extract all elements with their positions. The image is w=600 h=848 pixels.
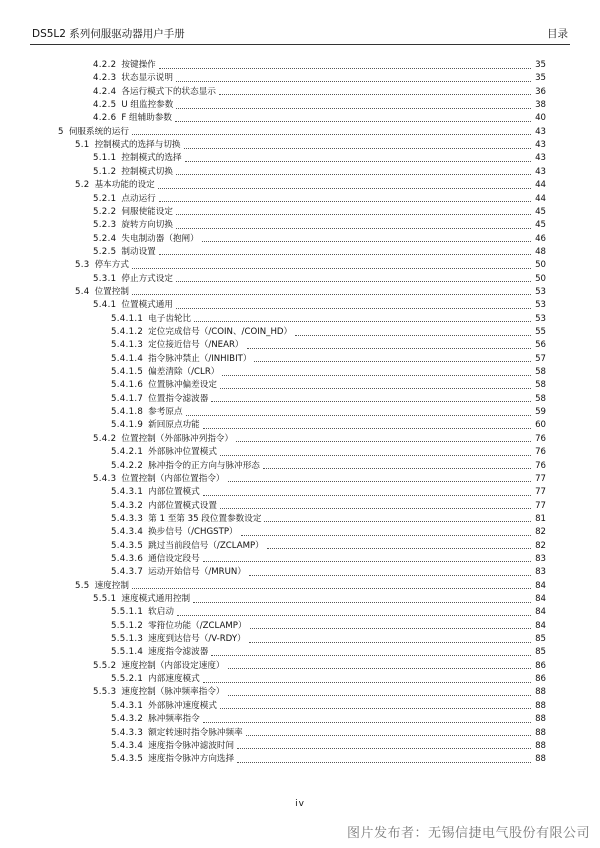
toc-entry-title: 控制模式切换	[121, 166, 173, 177]
toc-dot-leader	[249, 635, 531, 643]
toc-entry-number: 5	[58, 126, 64, 137]
toc-entry-title: 停车方式	[94, 260, 129, 271]
toc-entry-page: 88	[535, 687, 546, 698]
toc-entry[interactable]	[93, 432, 546, 445]
toc-dot-leader	[176, 274, 531, 282]
toc-dot-leader	[222, 368, 531, 376]
toc-entry-number: 5.5	[75, 580, 90, 591]
toc-entry[interactable]	[111, 552, 546, 565]
toc-dot-leader	[185, 154, 531, 162]
toc-entry-title: 停止方式设定	[121, 273, 173, 284]
toc-entry-page: 85	[535, 634, 546, 645]
toc-dot-leader	[250, 621, 531, 629]
toc-entry-title: 按键操作	[121, 60, 156, 70]
toc-entry-title: 偏差清除（/CLR）	[148, 367, 220, 378]
toc-entry-number: 5.4.1.9	[111, 420, 144, 431]
toc-entry-page: 59	[535, 407, 546, 418]
toc-entry-number: 5.4.3	[93, 473, 117, 484]
toc-entry-title: 位置控制	[94, 286, 129, 297]
toc-entry-number: 5.4.1.2	[111, 327, 144, 337]
toc-entry-page: 83	[535, 567, 546, 578]
toc-entry-title: 定位完成信号（/COIN、/COIN_HD）	[148, 327, 293, 337]
toc-entry-title: F 组辅助参数	[121, 113, 173, 124]
toc-entry-page: 45	[535, 206, 546, 217]
toc-entry-title: 参考原点	[148, 407, 183, 418]
toc-entry-title: 伺服使能设定	[121, 206, 173, 217]
toc-dot-leader	[186, 408, 531, 416]
toc-entry-title: 零箝位功能（/ZCLAMP）	[148, 620, 247, 631]
toc-entry-number: 4.2.2	[93, 60, 117, 70]
toc-entry[interactable]	[111, 338, 546, 351]
toc-dot-leader	[247, 341, 531, 349]
toc-entry-number: 5.2.4	[93, 233, 117, 244]
toc-dot-leader	[249, 568, 531, 576]
toc-entry[interactable]	[111, 418, 546, 431]
toc-entry-page: 43	[535, 153, 546, 164]
toc-entry-number: 5.2.1	[93, 193, 117, 204]
toc-entry[interactable]	[111, 459, 546, 472]
toc-dot-leader	[202, 234, 531, 242]
toc-entry-page: 58	[535, 380, 546, 391]
toc-dot-leader	[237, 741, 531, 749]
document-title: DS5L2 系列伺服驱动器用户手册	[32, 28, 185, 40]
toc-entry-number: 5.4.3.3	[111, 513, 144, 524]
toc-entry-title: 位置模式通用	[121, 300, 173, 311]
toc-entry-number: 5.5.1.4	[111, 647, 144, 658]
toc-entry-title: 脉冲指令的正方向与脉冲形态	[148, 460, 260, 471]
toc-entry-number: 5.5.1.3	[111, 634, 144, 645]
toc-entry[interactable]	[93, 165, 546, 178]
toc-dot-leader	[211, 648, 531, 656]
toc-entry-number: 4.2.5	[93, 100, 117, 111]
page-header	[30, 24, 570, 45]
toc-dot-leader	[203, 554, 531, 562]
toc-entry-page: 77	[535, 487, 546, 498]
toc-entry[interactable]	[111, 365, 546, 378]
toc-dot-leader	[203, 675, 531, 683]
toc-entry-title: 内部速度模式	[148, 674, 200, 685]
watermark-text: 图片发布者：无锡信捷电气股份有限公司	[346, 826, 590, 841]
toc-entry-title: 旋转方向切换	[121, 220, 173, 231]
toc-entry-number: 5.4.2.1	[111, 447, 144, 458]
toc-entry-number: 5.4.1.6	[111, 380, 144, 391]
toc-entry-title: 速度指令滤波器	[148, 647, 209, 658]
toc-dot-leader	[220, 501, 531, 509]
toc-entry[interactable]	[111, 352, 546, 365]
toc-dot-leader	[132, 581, 531, 589]
toc-entry[interactable]	[111, 539, 546, 552]
toc-dot-leader	[211, 394, 531, 402]
toc-entry[interactable]	[93, 592, 546, 605]
toc-dot-leader	[159, 194, 531, 202]
toc-entry-number: 5.4.3.2	[111, 714, 144, 725]
toc-entry-page: 55	[535, 327, 546, 337]
toc-entry-title: 位置脉冲偏差设定	[148, 380, 217, 391]
toc-dot-leader	[203, 488, 531, 496]
toc-entry-page: 35	[535, 60, 546, 70]
toc-dot-leader	[228, 688, 531, 696]
toc-dot-leader	[175, 114, 531, 122]
toc-dot-leader	[132, 127, 531, 135]
toc-dot-leader	[228, 474, 531, 482]
toc-entry-number: 4.2.4	[93, 86, 117, 97]
toc-entry-page: 84	[535, 620, 546, 631]
toc-entry-title: 内部位置模式设置	[148, 500, 217, 511]
toc-entry-page: 44	[535, 180, 546, 191]
toc-entry[interactable]	[111, 752, 546, 765]
toc-entry[interactable]	[75, 258, 546, 271]
toc-entry-page: 53	[535, 286, 546, 297]
toc-entry-number: 5.4.1.5	[111, 367, 144, 378]
toc-entry-number: 5.3.1	[93, 273, 117, 284]
toc-dot-leader	[237, 755, 531, 763]
toc-dot-leader	[267, 541, 531, 549]
toc-entry-number: 5.4.2.2	[111, 460, 144, 471]
toc-entry-number: 5.4.1.7	[111, 393, 144, 404]
toc-entry-title: 电子齿轮比	[148, 313, 192, 324]
toc-entry[interactable]	[111, 565, 546, 578]
toc-entry-page: 88	[535, 714, 546, 725]
toc-entry-page: 38	[535, 100, 546, 111]
toc-dot-leader	[220, 448, 531, 456]
toc-entry[interactable]	[111, 485, 546, 498]
toc-entry-title: 各运行模式下的状态显示	[121, 86, 216, 97]
toc-entry-title: 运动开始信号（/MRUN）	[148, 567, 246, 578]
toc-entry-number: 5.4.1.4	[111, 353, 144, 364]
toc-dot-leader	[159, 247, 531, 255]
toc-entry-number: 5.4.1	[93, 300, 117, 311]
toc-entry-title: 控制模式的选择与切换	[94, 140, 181, 151]
toc-entry-title: 指令脉冲禁止（/INHIBIT）	[148, 353, 252, 364]
toc-entry[interactable]	[93, 98, 546, 111]
toc-entry-title: 速度控制（内部设定速度）	[121, 660, 225, 671]
toc-entry-title: 内部位置模式	[148, 487, 200, 498]
toc-dot-leader	[158, 181, 531, 189]
toc-entry-number: 5.5.2	[93, 660, 117, 671]
toc-entry-title: 外部脉冲速度模式	[148, 700, 217, 711]
toc-dot-leader	[132, 261, 531, 269]
toc-entry-page: 83	[535, 553, 546, 564]
toc-entry-page: 46	[535, 233, 546, 244]
toc-entry-title: 第 1 至第 35 段位置参数设定	[148, 513, 262, 524]
toc-entry-title: 跳过当前段信号（/ZCLAMP）	[148, 540, 264, 551]
toc-entry-number: 5.4	[75, 286, 90, 297]
toc-entry-number: 5.2.2	[93, 206, 117, 217]
toc-entry-number: 5.4.3.4	[111, 740, 144, 751]
toc-entry-number: 5.4.3.6	[111, 553, 144, 564]
toc-entry-number: 5.5.1.1	[111, 607, 144, 618]
toc-entry-title: 通信设定段号	[148, 553, 200, 564]
toc-entry[interactable]	[111, 619, 546, 632]
toc-entry-number: 5.5.1.2	[111, 620, 144, 631]
toc-entry[interactable]	[93, 58, 546, 71]
toc-dot-leader	[176, 74, 531, 82]
toc-entry[interactable]	[93, 298, 546, 311]
toc-entry-title: 位置指令滤波器	[148, 393, 209, 404]
toc-entry[interactable]	[93, 151, 546, 164]
toc-dot-leader	[295, 328, 531, 336]
toc-entry-page: 50	[535, 260, 546, 271]
toc-entry[interactable]	[58, 125, 546, 138]
toc-dot-leader	[254, 354, 531, 362]
toc-entry-page: 45	[535, 220, 546, 231]
toc-entry-number: 5.5.3	[93, 687, 117, 698]
toc-entry-number: 5.1.1	[93, 153, 117, 164]
toc-entry[interactable]	[93, 245, 546, 258]
toc-dot-leader	[176, 221, 531, 229]
toc-dot-leader	[159, 61, 531, 69]
toc-entry-page: 76	[535, 447, 546, 458]
toc-entry-title: 速度指令脉冲方向选择	[148, 754, 235, 765]
toc-dot-leader	[203, 421, 531, 429]
toc-entry[interactable]	[111, 525, 546, 538]
toc-entry-title: 失电制动器（抱闸）	[121, 233, 199, 244]
toc-entry-page: 76	[535, 460, 546, 471]
toc-dot-leader	[132, 287, 531, 295]
toc-entry-number: 5.4.3.1	[111, 700, 144, 711]
toc-entry-page: 50	[535, 273, 546, 284]
toc-entry[interactable]	[93, 232, 546, 245]
toc-entry-number: 4.2.6	[93, 113, 117, 124]
toc-entry-page: 85	[535, 647, 546, 658]
toc-dot-leader	[203, 715, 531, 723]
toc-dot-leader	[193, 595, 531, 603]
toc-entry-number: 5.2.3	[93, 220, 117, 231]
toc-entry-page: 82	[535, 527, 546, 538]
toc-entry-title: 换步信号（/CHGSTP）	[148, 527, 238, 538]
toc-entry-page: 76	[535, 433, 546, 444]
toc-entry-title: 软启动	[148, 607, 174, 618]
toc-dot-leader	[177, 608, 531, 616]
toc-entry-title: 速度控制（脉冲频率指令）	[121, 687, 225, 698]
toc-entry[interactable]	[111, 605, 546, 618]
toc-entry[interactable]	[111, 699, 546, 712]
toc-entry[interactable]	[93, 192, 546, 205]
toc-entry-title: 位置控制（内部位置指令）	[121, 473, 225, 484]
toc-entry[interactable]	[111, 726, 546, 739]
toc-entry-page: 43	[535, 126, 546, 137]
toc-entry-page: 44	[535, 193, 546, 204]
toc-entry-page: 53	[535, 313, 546, 324]
toc-entry-page: 77	[535, 500, 546, 511]
toc-dot-leader	[176, 167, 531, 175]
toc-entry[interactable]	[75, 579, 546, 592]
toc-entry-number: 5.4.3.7	[111, 567, 144, 578]
toc-entry[interactable]	[93, 472, 546, 485]
page-number: iv	[295, 799, 305, 809]
toc-entry-title: 外部脉冲位置模式	[148, 447, 217, 458]
toc-dot-leader	[236, 434, 531, 442]
toc-dot-leader	[264, 514, 531, 522]
toc-entry-number: 5.4.3.2	[111, 500, 144, 511]
toc-entry[interactable]	[111, 312, 546, 325]
toc-entry[interactable]	[93, 685, 546, 698]
toc-entry-number: 5.4.3.5	[111, 540, 144, 551]
toc-entry-number: 5.4.1.3	[111, 340, 144, 351]
toc-entry-title: 伺服系统的运行	[68, 126, 129, 137]
toc-entry[interactable]	[111, 739, 546, 752]
toc-dot-leader	[241, 528, 531, 536]
toc-entry-title: U 组监控参数	[121, 100, 174, 111]
toc-dot-leader	[228, 661, 531, 669]
toc-entry-page: 57	[535, 353, 546, 364]
toc-entry-number: 5.2.5	[93, 246, 117, 257]
toc-dot-leader	[184, 141, 531, 149]
toc-entry-title: 位置控制（外部脉冲列指令）	[121, 433, 234, 444]
toc-entry-page: 82	[535, 540, 546, 551]
toc-entry-title: 基本功能的设定	[94, 180, 155, 191]
toc-entry-page: 84	[535, 594, 546, 604]
toc-entry-title: 点动运行	[121, 193, 156, 204]
toc-dot-leader	[176, 207, 531, 215]
toc-entry[interactable]	[75, 285, 546, 298]
toc-entry[interactable]	[75, 178, 546, 191]
toc-entry[interactable]	[93, 85, 546, 98]
toc-entry[interactable]	[93, 111, 546, 124]
toc-entry-title: 状态显示说明	[121, 73, 173, 84]
toc-entry[interactable]	[111, 512, 546, 525]
toc-entry-page: 43	[535, 140, 546, 151]
toc-entry-title: 定位接近信号（/NEAR）	[148, 340, 244, 351]
toc-entry-page: 53	[535, 300, 546, 311]
toc-entry-page: 86	[535, 674, 546, 685]
toc-dot-leader	[176, 101, 531, 109]
toc-entry[interactable]	[111, 499, 546, 512]
toc-entry-number: 5.5.1	[93, 594, 117, 604]
toc-entry-title: 额定转速时指令脉冲频率	[148, 727, 243, 738]
toc-entry-number: 5.4.1.1	[111, 313, 144, 324]
toc-entry[interactable]	[93, 71, 546, 84]
toc-entry-number: 5.1	[75, 140, 90, 151]
toc-entry-number: 5.5.2.1	[111, 674, 144, 685]
toc-entry[interactable]	[93, 218, 546, 231]
toc-entry-page: 84	[535, 580, 546, 591]
section-title: 目录	[547, 28, 568, 40]
toc-entry-number: 5.2	[75, 180, 90, 191]
toc-entry-title: 速度模式通用控制	[121, 594, 191, 604]
toc-entry[interactable]	[111, 378, 546, 391]
toc-dot-leader	[176, 301, 531, 309]
toc-entry-title: 速度控制	[94, 580, 129, 591]
toc-entry-page: 35	[535, 73, 546, 84]
toc-entry-page: 88	[535, 700, 546, 711]
toc-entry-page: 88	[535, 740, 546, 751]
toc-entry-page: 58	[535, 393, 546, 404]
toc-entry[interactable]	[111, 445, 546, 458]
toc-entry-page: 84	[535, 607, 546, 618]
toc-entry[interactable]	[111, 632, 546, 645]
toc-entry[interactable]	[111, 645, 546, 658]
toc-entry-page: 86	[535, 660, 546, 671]
toc-entry-page: 43	[535, 166, 546, 177]
toc-dot-leader	[220, 701, 531, 709]
toc-entry-page: 48	[535, 246, 546, 257]
toc-entry-page: 88	[535, 727, 546, 738]
toc-entry[interactable]	[111, 405, 546, 418]
toc-entry[interactable]	[111, 672, 546, 685]
toc-entry-page: 36	[535, 86, 546, 97]
toc-entry-title: 脉冲频率指令	[148, 714, 200, 725]
toc-dot-leader	[194, 314, 531, 322]
toc-entry[interactable]	[93, 205, 546, 218]
toc-entry[interactable]	[75, 138, 546, 151]
toc-entry-number: 5.4.3.5	[111, 754, 144, 765]
toc-entry[interactable]	[93, 272, 546, 285]
toc-entry-title: 控制模式的选择	[121, 153, 182, 164]
toc-entry-number: 5.4.3.3	[111, 727, 144, 738]
toc-entry[interactable]	[111, 712, 546, 725]
toc-entry-number: 5.4.1.8	[111, 407, 144, 418]
toc-dot-leader	[246, 728, 531, 736]
toc-entry-title: 新回原点功能	[148, 420, 200, 431]
toc-dot-leader	[220, 381, 531, 389]
toc-entry-number: 5.4.3.4	[111, 527, 144, 538]
toc-entry-number: 5.4.3.1	[111, 487, 144, 498]
toc-entry-number: 5.3	[75, 260, 90, 271]
toc-entry-number: 5.4.2	[93, 433, 117, 444]
toc-entry[interactable]	[111, 325, 546, 338]
toc-entry-number: 5.1.2	[93, 166, 117, 177]
toc-entry-page: 58	[535, 367, 546, 378]
toc-entry-title: 速度到达信号（/V-RDY）	[148, 634, 246, 645]
toc-entry-page: 40	[535, 113, 546, 124]
toc-entry-page: 88	[535, 754, 546, 765]
toc-entry-number: 4.2.3	[93, 73, 117, 84]
toc-entry-page: 81	[535, 513, 546, 524]
toc-entry[interactable]	[93, 659, 546, 672]
toc-dot-leader	[219, 87, 531, 95]
toc-entry[interactable]	[111, 392, 546, 405]
toc-dot-leader	[263, 461, 531, 469]
toc-entry-page: 77	[535, 473, 546, 484]
toc-entry-title: 制动设置	[121, 246, 156, 257]
toc-entry-title: 速度指令脉冲滤波时间	[148, 740, 235, 751]
toc-entry-page: 56	[535, 340, 546, 351]
toc-entry-page: 60	[535, 420, 546, 431]
